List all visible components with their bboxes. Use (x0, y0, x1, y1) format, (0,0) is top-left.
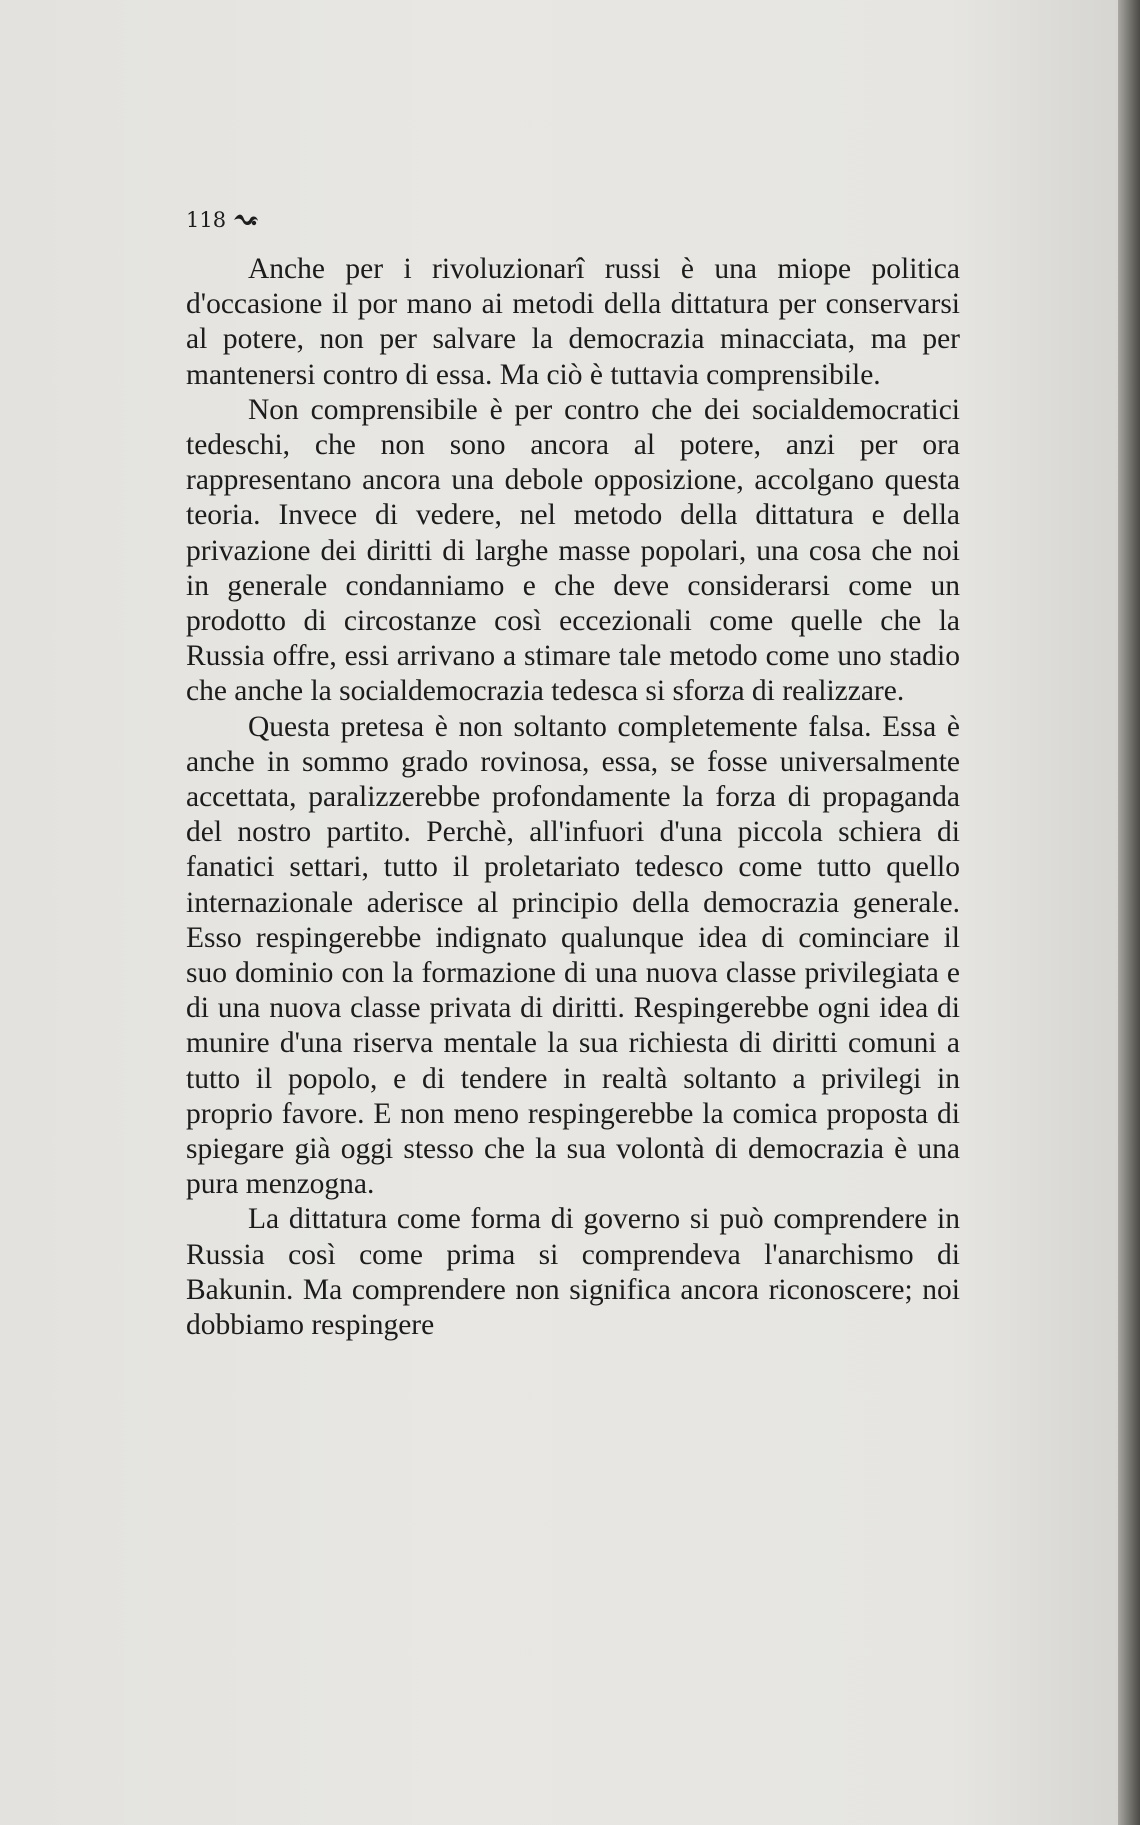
body-text (186, 252, 960, 1343)
page-header (186, 200, 260, 240)
page-number: 118 (186, 208, 227, 232)
paragraph-2: Non comprensibile è per contro che dei socialdemocratici tedeschi, che non sono ancora al potere, anzi per ora rappresentano ancora una debole opposizione, accolgano questa teoria. Invece di vedere, nel metodo della dittatura e della privazione dei diritti di larghe masse popolari, una cosa che noi in generale condanniamo e che deve considerarsi come un prodotto di circostanze così eccezionali come quelle che la Russia offre, essi arrivano a stimare tale metodo come uno stadio che anche la socialdemocrazia tedesca si sforza di realizzare. (186, 393, 960, 708)
fleuron-icon (232, 211, 260, 229)
page-edge-shadow (1118, 0, 1140, 1825)
paragraph-3: Questa pretesa è non soltanto completemente falsa. Essa è anche in sommo grado rovinosa, essa, se fosse universalmente accettata, paralizzerebbe profondamente la forza di propaganda del nostro partito. Perchè, all'infuori d'una piccola schiera di fanatici settari, tutto il proletariato tedesco come tutto quello internazionale aderisce al principio della democrazia generale. Esso respingerebbe indignato qualunque idea di cominciare il suo dominio con la formazione di una nuova classe privilegiata e di una nuova classe privata di diritti. Respingerebbe ogni idea di munire d'una riserva mentale la sua richiesta di diritti comuni a tutto il popolo, e di tendere in realtà soltanto a privilegi in proprio favore. E non meno respingerebbe la comica proposta di spiegare già oggi stesso che la sua volontà di democrazia è una pura menzogna. (186, 710, 960, 1201)
paragraph-4: La dittatura come forma di governo si può comprendere in Russia così come prima si comprendeva l'anarchismo di Bakunin. Ma comprendere non significa ancora riconoscere; noi dobbiamo respingere (186, 1203, 960, 1342)
paragraph-1: Anche per i rivoluzionarî russi è una miope politica d'occasione il por mano ai metodi della dittatura per conservarsi al potere, non per salvare la democrazia minacciata, ma per mantenersi contro di essa. Ma ciò è tuttavia comprensibile. (186, 253, 960, 391)
